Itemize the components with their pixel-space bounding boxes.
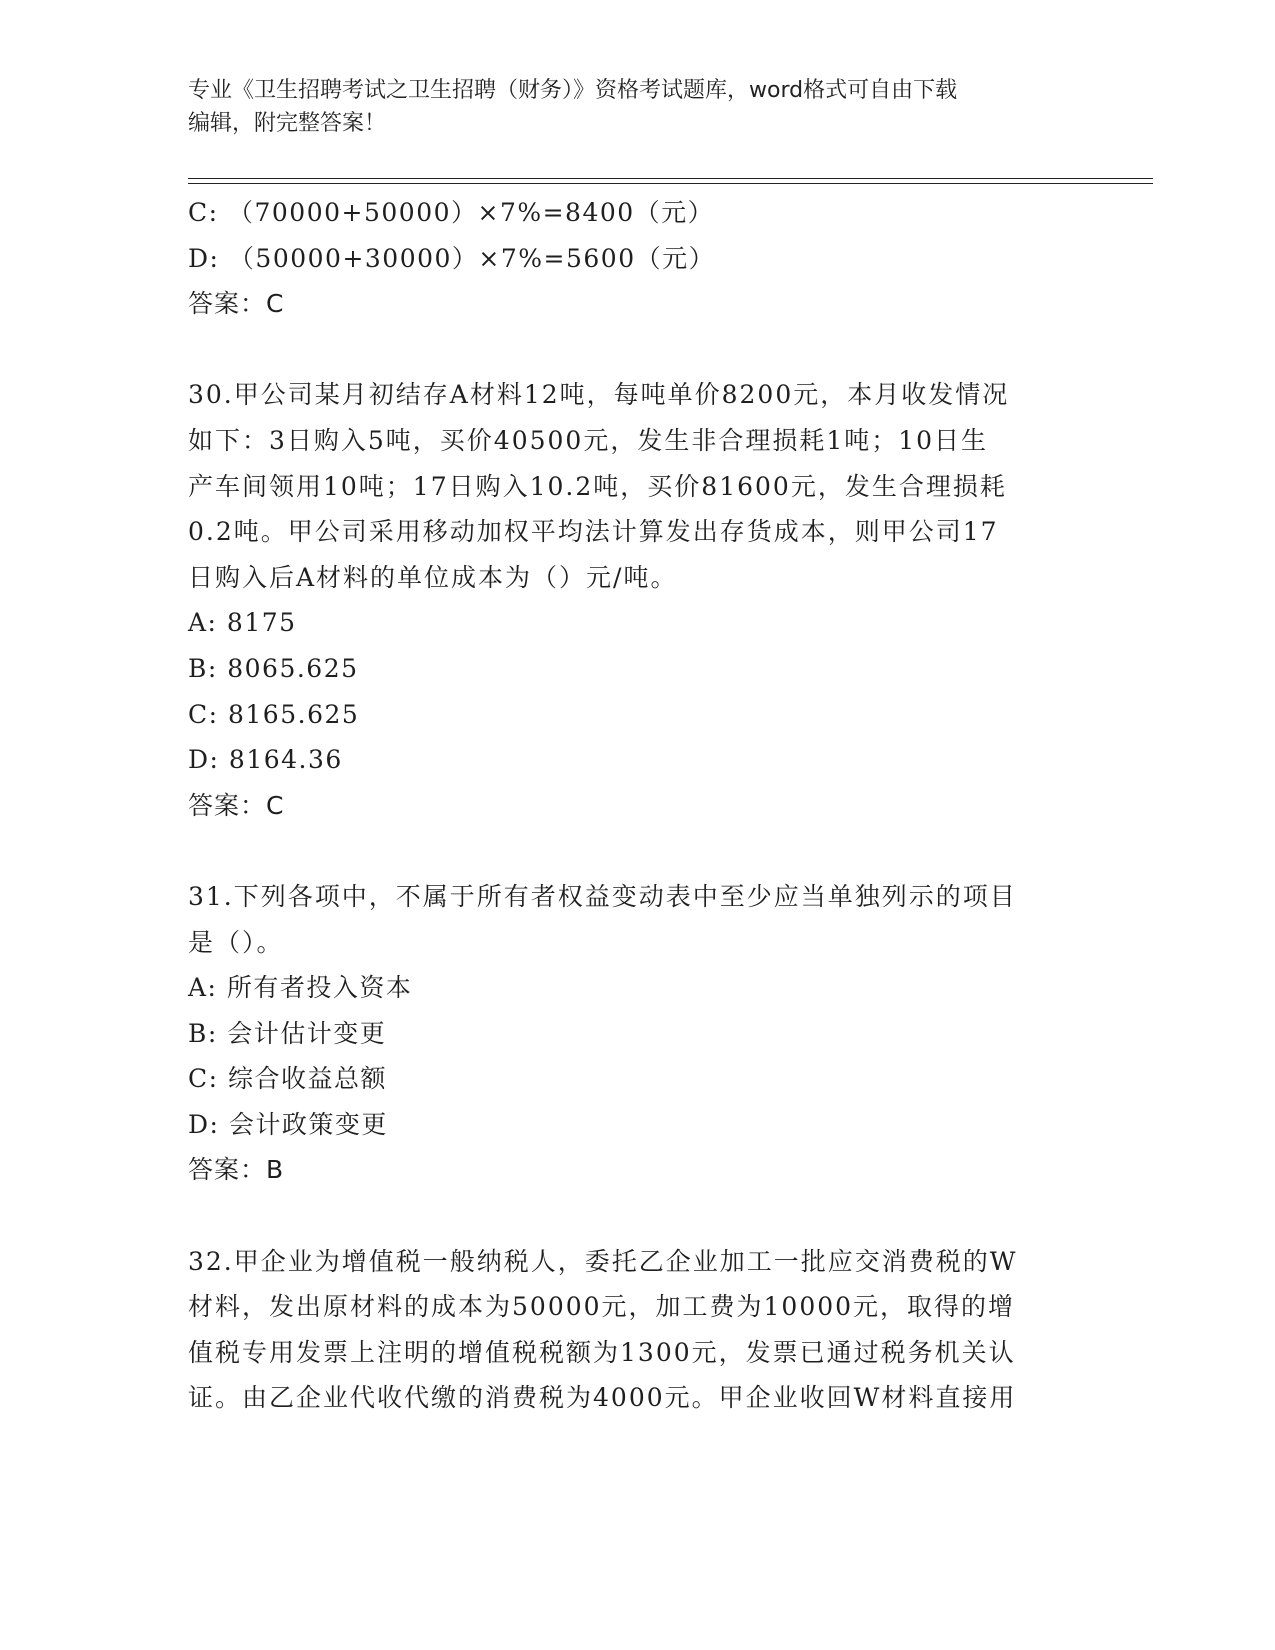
q31-option-d: D: 会计政策变更 <box>188 1109 388 1139</box>
q31-option-a: A: 所有者投入资本 <box>188 973 413 1003</box>
q31-stem-line: 是（）。 <box>188 927 284 957</box>
q30-stem-line: 产车间领用10吨；17日购入10.2吨，买价81600元，发生合理损耗 <box>188 471 1007 501</box>
prev-option-c: C: （70000+50000）×7%=8400（元） <box>188 198 715 227</box>
q31-option-b: B: 会计估计变更 <box>188 1018 387 1048</box>
q30-stem-line: 日购入后A材料的单位成本为（）元/吨。 <box>188 562 678 592</box>
question-31 <box>188 874 1088 1193</box>
q32-stem-line: 32.甲企业为增值税一般纳税人，委托乙企业加工一批应交消费税的W <box>188 1246 1018 1276</box>
q30-option-d: D: 8164.36 <box>188 745 343 775</box>
q30-option-c: C: 8165.625 <box>188 699 360 729</box>
q30-option-a: A: 8175 <box>188 608 297 638</box>
q31-answer: 答案：B <box>188 1155 285 1185</box>
q32-stem-line: 值税专用发票上注明的增值税税额为1300元，发票已通过税务机关认 <box>188 1337 1016 1367</box>
header-rule-bottom <box>188 183 1153 184</box>
prev-answer: 答案：C <box>188 289 285 319</box>
q31-stem-line: 31.下列各项中，不属于所有者权益变动表中至少应当单独列示的项目 <box>188 881 1017 911</box>
q32-stem-line: 证。由乙企业代收代缴的消费税为4000元。甲企业收回W材料直接用 <box>188 1383 1017 1413</box>
header-line-1: 专业《卫生招聘考试之卫生招聘（财务）》资格考试题库，word格式可自由下载 <box>188 78 958 103</box>
prev-option-d: D: （50000+30000）×7%=5600（元） <box>188 243 716 273</box>
q30-stem-line: 0.2吨。甲公司采用移动加权平均法计算发出存货成本，则甲公司17 <box>188 517 999 547</box>
q30-answer: 答案：C <box>188 790 285 820</box>
question-30 <box>188 372 1088 828</box>
q30-stem-line: 如下：3日购入5吨，买价40500元，发生非合理损耗1吨；10日生 <box>188 425 989 455</box>
spacer <box>188 327 1088 373</box>
spacer <box>188 828 1088 874</box>
header-rule-top <box>188 178 1153 179</box>
q30-stem-line: 30.甲公司某月初结存A材料12吨，每吨单价8200元，本月收发情况 <box>188 380 1010 410</box>
q32-stem-line: 材料，发出原材料的成本为50000元，加工费为10000元，取得的增 <box>188 1292 1016 1322</box>
question-32 <box>188 1239 1088 1421</box>
q30-option-b: B: 8065.625 <box>188 653 359 683</box>
question-content <box>188 190 1088 1421</box>
header-line-2: 编辑，附完整答案！ <box>188 111 387 136</box>
document-header <box>188 74 1088 140</box>
spacer <box>188 1193 1088 1239</box>
q31-option-c: C: 综合收益总额 <box>188 1064 387 1094</box>
